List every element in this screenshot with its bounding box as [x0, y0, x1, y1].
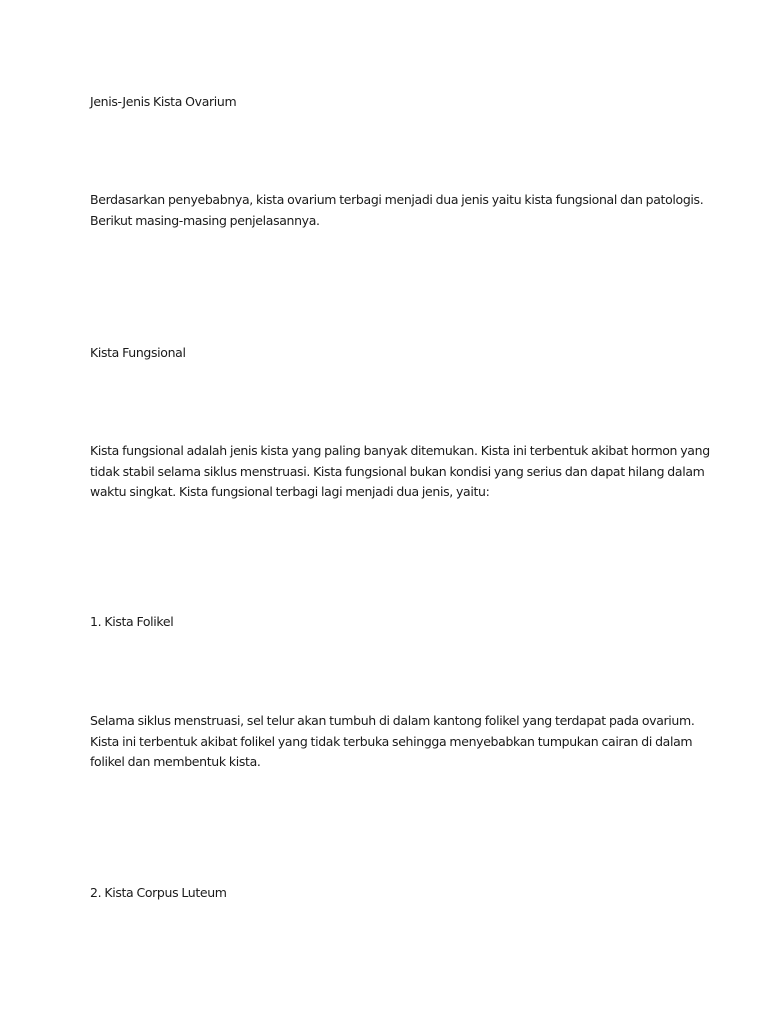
section-heading — [90, 343, 690, 364]
intro-line: Berdasarkan penyebabnya, kista ovarium terbagi menjadi dua jenis yaitu kista fungsional dan patologis. — [90, 192, 704, 207]
section-paragraph — [90, 441, 710, 503]
section-heading-text: Kista Fungsional — [90, 345, 186, 360]
document-title — [90, 92, 690, 113]
item1-heading-text: 1. Kista Folikel — [90, 614, 174, 629]
item1-paragraph — [90, 711, 695, 773]
item2-heading — [90, 883, 690, 904]
intro-paragraph — [90, 190, 704, 231]
item1-line: folikel dan membentuk kista. — [90, 754, 261, 769]
item1-line: Kista ini terbentuk akibat folikel yang tidak terbuka sehingga menyebabkan tumpukan cairan di dalam — [90, 733, 693, 749]
section-line: Kista fungsional adalah jenis kista yang paling banyak ditemukan. Kista ini terbentuk akibat hormon yang — [90, 443, 710, 458]
item1-heading — [90, 612, 690, 633]
section-line: waktu singkat. Kista fungsional terbagi lagi menjadi dua jenis, yaitu: — [90, 484, 490, 499]
item1-line: Selama siklus menstruasi, sel telur akan tumbuh di dalam kantong folikel yang terdapat pada ovarium. — [90, 713, 695, 728]
intro-line: Berikut masing-masing penjelasannya. — [90, 212, 320, 228]
title-text: Jenis-Jenis Kista Ovarium — [90, 94, 237, 109]
section-line: tidak stabil selama siklus menstruasi. Kista fungsional bukan kondisi yang serius dan dapat hilang dalam — [90, 463, 705, 479]
item2-heading-text: 2. Kista Corpus Luteum — [90, 885, 227, 900]
